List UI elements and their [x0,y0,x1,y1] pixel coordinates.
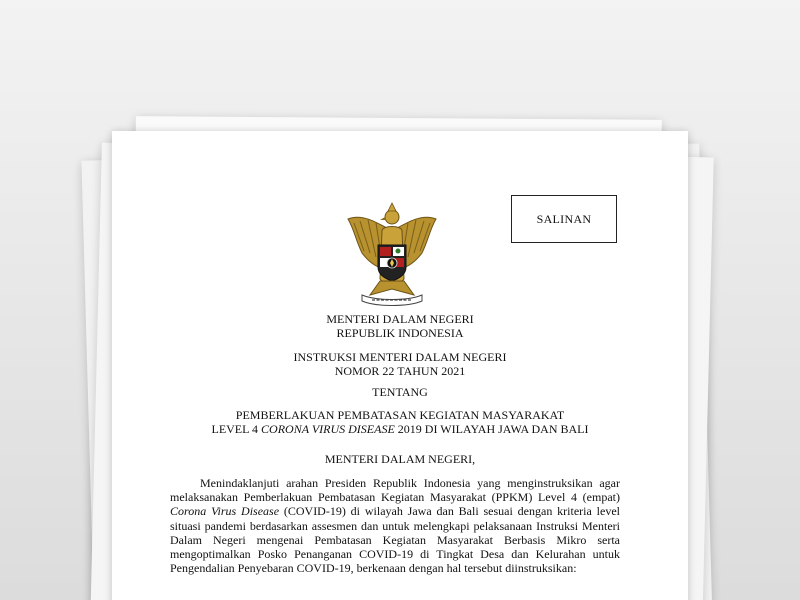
salinan-label: SALINAN [536,211,592,226]
subject-heading [112,409,688,436]
about-heading [112,386,688,400]
subject-line-2-prefix: LEVEL 4 [211,421,262,436]
paragraph-text-italic: Corona Virus Disease [170,504,280,519]
addressee-heading [112,453,688,467]
paragraph-text-end: (COVID-19) di wilayah Jawa dan Bali sesuai dengan kriteria level situasi pandemi berdasarkan assesmen dan untuk melengkapi pelaksanaan Instruksi Menteri Dalam Negeri mengenai Pembatasan Kegiatan Masyarakat Berbasis Mikro serta mengoptimalkan Posko Penanganan COVID-19 di Tingkat Desa dan Kelurahan untuk Pengendalian Penyebaran COVID-19, berkenaan dengan hal tersebut diinstruksikan: [170,504,620,576]
subject-line-2-suffix: 2019 DI WILAYAH JAWA DAN BALI [394,421,589,436]
ministry-heading [112,313,688,340]
subject-line-1: PEMBERLAKUAN PEMBATASAN KEGIATAN MASYARAKAT [235,408,565,422]
instruction-number: NOMOR 22 TAHUN 2021 [334,363,466,378]
subject-line-2-italic: CORONA VIRUS DISEASE [261,421,395,436]
instruction-heading [112,351,688,378]
about-label: TENTANG [372,385,428,399]
salinan-stamp [511,195,617,243]
instruction-title: INSTRUKSI MENTERI DALAM NEGERI [293,350,507,364]
ministry-title: MENTERI DALAM NEGERI [326,312,474,326]
country-title: REPUBLIK INDONESIA [336,325,464,340]
addressee-label: MENTERI DALAM NEGERI, [324,452,476,466]
paragraph-text-start: Menindaklanjuti arahan Presiden Republik Indonesia yang menginstruksikan agar melaksanakan Pemberlakuan Pembatasan Kegiatan Masyarakat (PPKM) Level 4 (empat) [170,476,620,505]
instruction-paragraph [170,476,620,575]
document-page [112,131,688,600]
garuda-pancasila-emblem-icon [340,201,444,309]
subject-line-2 [112,423,688,437]
